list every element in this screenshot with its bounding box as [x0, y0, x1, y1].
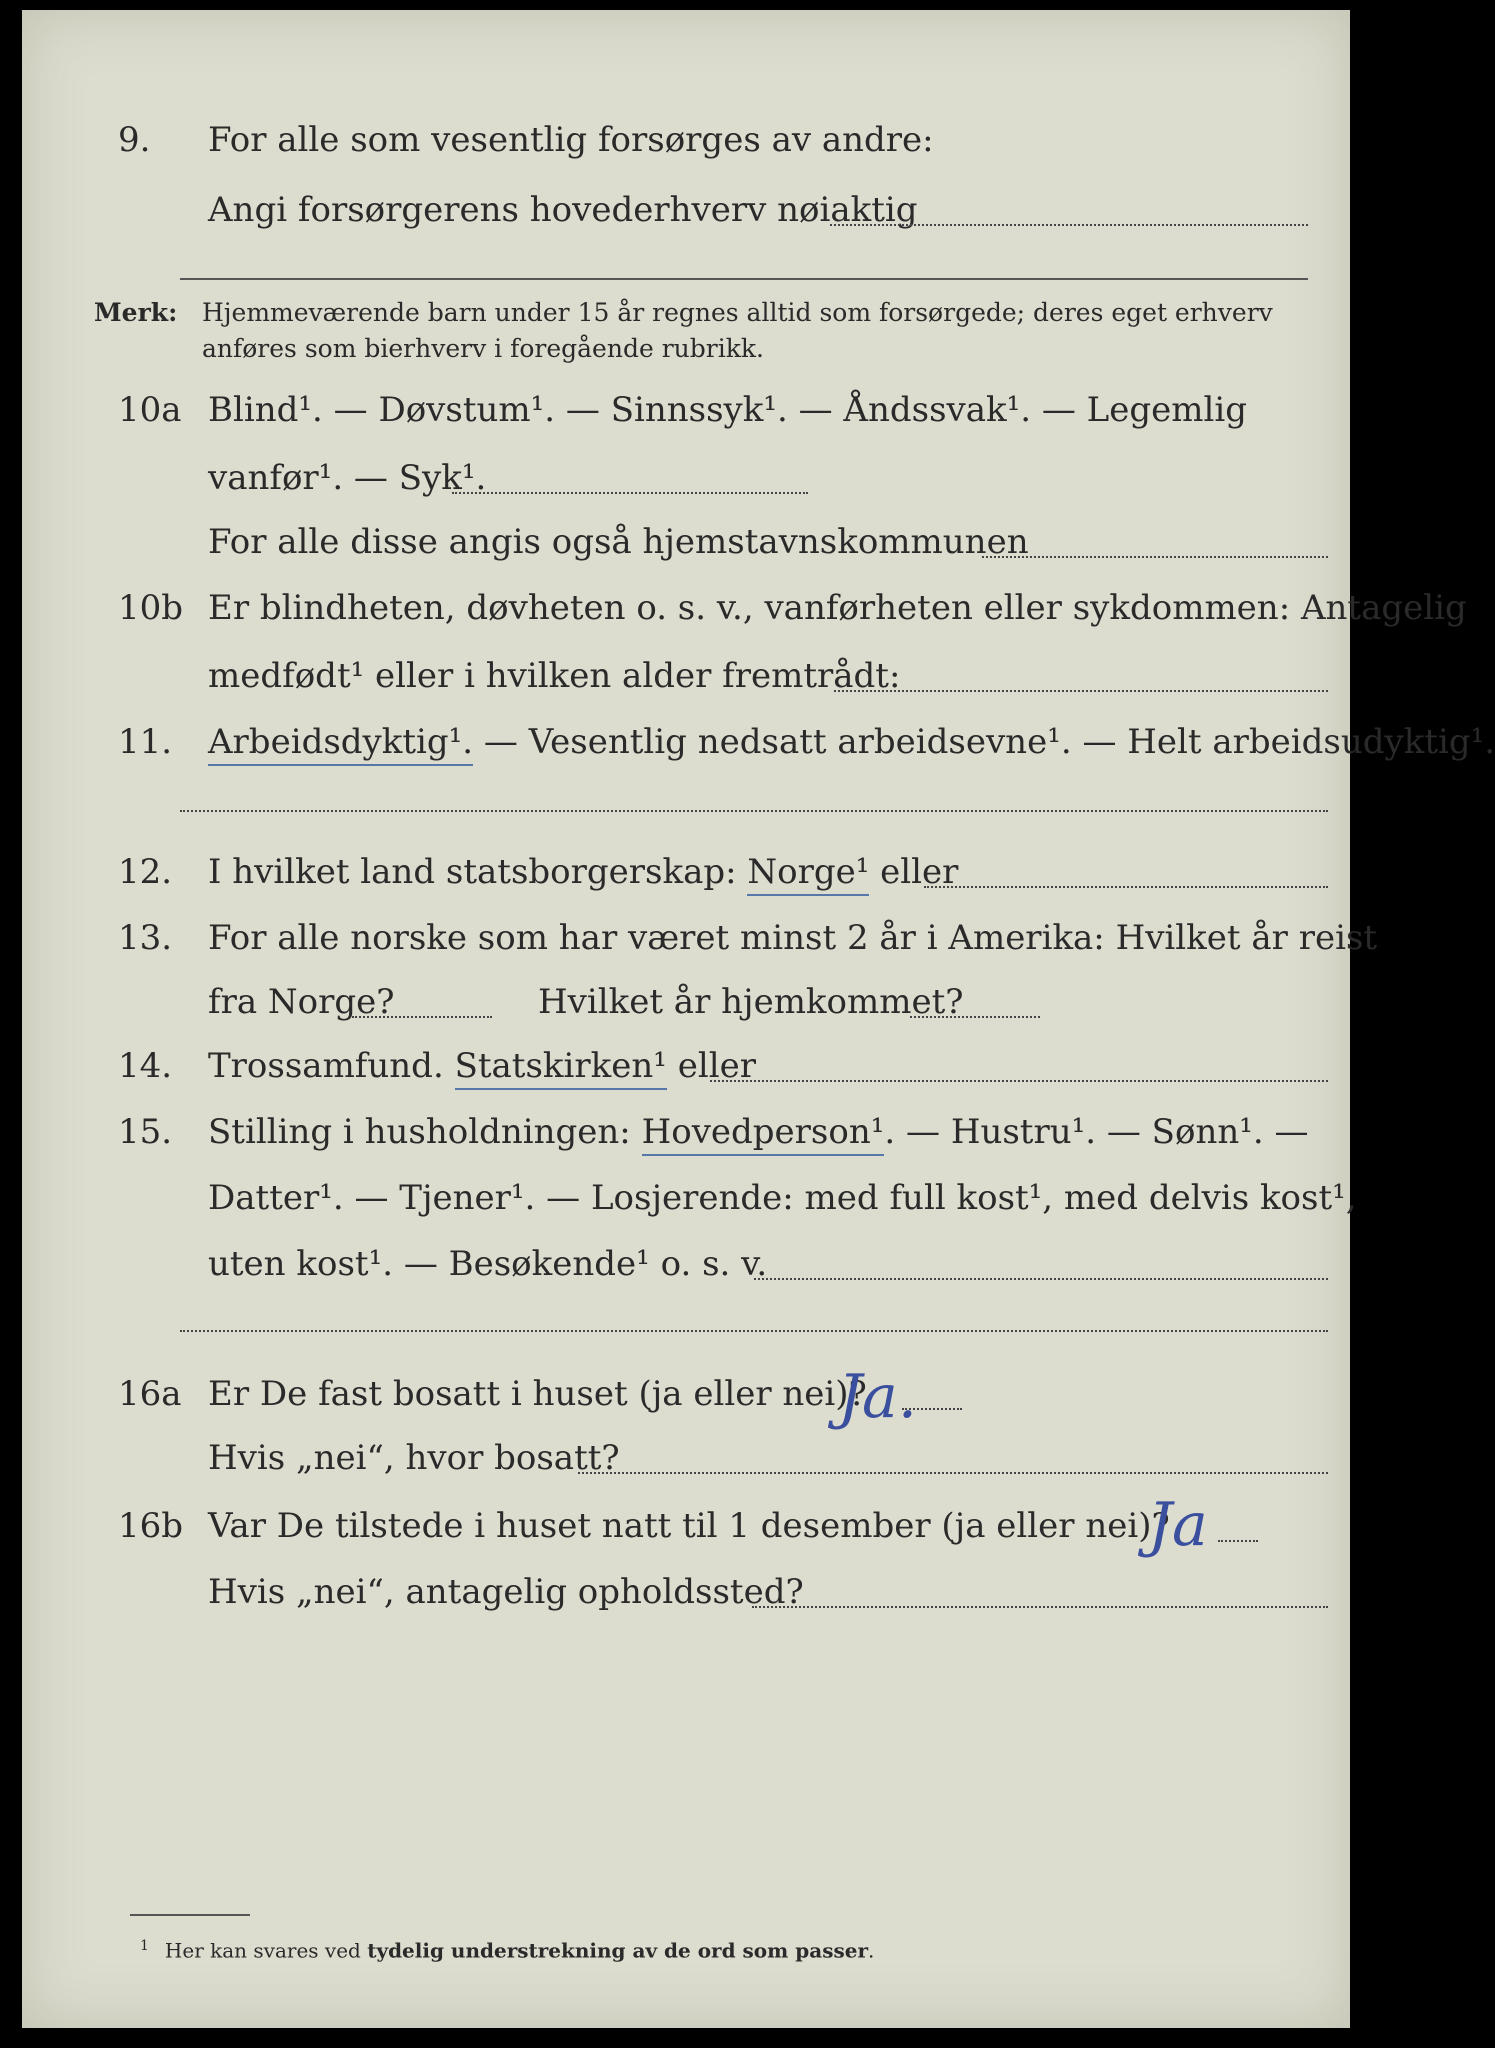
selected-option[interactable]: Arbeidsdyktig¹. — [208, 722, 473, 766]
question-text: For alle som vesentlig forsørges av andre: — [208, 120, 934, 160]
question-text: Blind¹. — Døvstum¹. — Sinnssyk¹. — Åndssvak¹. — Legemlig — [208, 390, 1247, 430]
question-number: 10a — [118, 390, 182, 430]
handwritten-answer[interactable]: Ja — [1148, 1490, 1208, 1560]
answer-line[interactable] — [902, 1408, 962, 1410]
answer-line[interactable] — [752, 1606, 1328, 1608]
footnote-text: Her kan svares ved — [164, 1938, 368, 1963]
question-text: Hvis „nei“, hvor bosatt? — [208, 1438, 620, 1478]
census-form-page — [22, 10, 1495, 2028]
answer-line[interactable] — [982, 556, 1328, 558]
note-label: Merk: — [94, 298, 178, 327]
question-number: 15. — [118, 1112, 173, 1152]
question-number: 13. — [118, 918, 173, 958]
question-text: Datter¹. — Tjener¹. — Losjerende: med full kost¹, med delvis kost¹, — [208, 1178, 1357, 1218]
question-text: For alle disse angis også hjemstavnskommunen — [208, 522, 1029, 562]
question-number: 12. — [118, 852, 173, 892]
question-text: Stilling i husholdningen: — [208, 1112, 642, 1152]
answer-line[interactable] — [830, 224, 1308, 226]
answer-line[interactable] — [352, 1016, 492, 1018]
question-text: Er blindheten, døvheten o. s. v., vanførheten eller sykdommen: Antagelig — [208, 588, 1467, 628]
selected-option[interactable]: Hovedperson¹ — [642, 1112, 885, 1156]
question-text: Angi forsørgerens hovederhverv nøiaktig — [208, 190, 918, 230]
question-text: Hvis „nei“, antagelig opholdssted? — [208, 1572, 804, 1612]
question-text: fra Norge? — [208, 982, 395, 1022]
question-text: Trossamfund. — [208, 1046, 455, 1086]
question-number: 11. — [118, 722, 173, 762]
handwritten-answer[interactable]: Ja. — [838, 1362, 917, 1432]
selected-option[interactable]: Statskirken¹ — [455, 1046, 667, 1090]
answer-line[interactable] — [754, 1278, 1328, 1280]
question-text: . — Hustru¹. — Sønn¹. — — [884, 1112, 1309, 1152]
footnote — [140, 1938, 874, 1963]
selected-option[interactable]: Norge¹ — [747, 852, 869, 896]
answer-line[interactable] — [180, 278, 1308, 280]
question-number: 14. — [118, 1046, 173, 1086]
answer-line[interactable] — [924, 886, 1328, 888]
question-number: 10b — [118, 588, 184, 628]
question-text: medfødt¹ eller i hvilken alder fremtrådt: — [208, 656, 901, 696]
answer-line[interactable] — [180, 1330, 1328, 1332]
question-number: 9. — [118, 120, 151, 160]
answer-line[interactable] — [834, 690, 1328, 692]
answer-line[interactable] — [1218, 1540, 1258, 1542]
answer-line[interactable] — [910, 1016, 1040, 1018]
question-text: Var De tilstede i huset natt til 1 desember (ja eller nei)? — [208, 1506, 1170, 1546]
question-text: — Vesentlig nedsatt arbeidsevne¹. — Helt arbeidsudyktig¹. — [473, 722, 1495, 762]
footnote-text-end: . — [867, 1938, 875, 1963]
answer-line[interactable] — [180, 810, 1328, 812]
question-number: 16a — [118, 1374, 182, 1414]
question-text: Er De fast bosatt i huset (ja eller nei)? — [208, 1374, 867, 1414]
question-text: vanfør¹. — Syk¹. — [208, 458, 487, 498]
question-text: For alle norske som har været minst 2 år i Amerika: Hvilket år reist — [208, 918, 1378, 958]
question-text: uten kost¹. — Besøkende¹ o. s. v. — [208, 1244, 768, 1284]
question-number: 16b — [118, 1506, 184, 1546]
question-text: eller — [869, 852, 959, 892]
footnote-divider — [130, 1914, 250, 1916]
note-text: Hjemmeværende barn under 15 år regnes alltid som forsørgede; deres eget erhverv anføres som bierhverv i foregående rubrikk. — [202, 298, 1273, 363]
question-text: eller — [666, 1046, 756, 1086]
answer-line[interactable] — [710, 1080, 1328, 1082]
footnote-mark: 1 — [140, 1938, 149, 1954]
question-text: I hvilket land statsborgerskap: — [208, 852, 748, 892]
answer-line[interactable] — [452, 492, 808, 494]
question-text: Hvilket år hjemkommet? — [538, 982, 964, 1022]
answer-line[interactable] — [578, 1472, 1328, 1474]
footnote-emphasis: tydelig understrekning av de ord som passer — [367, 1938, 868, 1963]
